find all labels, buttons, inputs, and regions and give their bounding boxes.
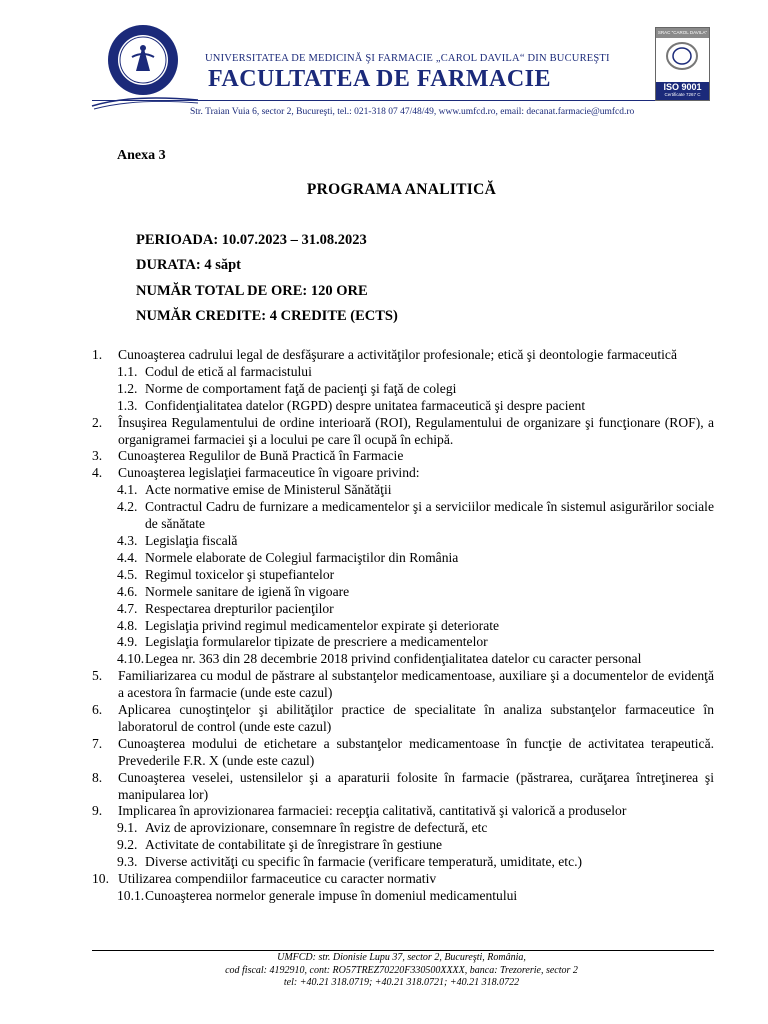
letterhead	[0, 0, 768, 130]
program-item-number: 10.	[92, 871, 109, 887]
program-item	[92, 465, 714, 482]
program-subitem-text: Normele sanitare de igienă în vigoare	[145, 583, 350, 599]
program-item-text: Utilizarea compendiilor farmaceutice cu caracter normativ	[118, 871, 437, 887]
program-item-text: Implicarea în aprovizionarea farmaciei: recepţia calitativă, cantitativă şi valorică a produselor	[118, 803, 627, 819]
program-item-number: 4.	[92, 465, 103, 481]
program-item	[92, 668, 714, 702]
program-subitem-text: Norme de comportament faţă de pacienţi şi faţă de colegi	[145, 380, 457, 396]
program-item-number: 9.	[92, 803, 103, 819]
program-item-text: Cunoaşterea cadrului legal de desfăşurare a activităţilor profesionale; etică şi deontologie farmaceutică	[118, 347, 677, 362]
footer-address: UMFCD: str. Dionisie Lupu 37, sector 2, Bucureşti, România,	[277, 952, 526, 963]
program-subitem-number: 9.1.	[117, 820, 138, 836]
program-subitem	[92, 888, 714, 905]
program-list	[92, 347, 714, 905]
footer-rule	[92, 950, 714, 951]
program-subitem-number: 4.1.	[117, 482, 138, 498]
program-subitem	[92, 381, 714, 398]
program-subitem-text: Legea nr. 363 din 28 decembrie 2018 privind confidenţialitatea datelor cu caracter personal	[145, 651, 642, 667]
program-subitem-text: Confidenţialitatea datelor (RGPD) despre unitatea farmaceutică şi despre pacient	[145, 397, 586, 413]
program-subitem-number: 1.3.	[117, 397, 138, 413]
program-item-number: 3.	[92, 448, 103, 464]
program-subitem	[92, 567, 714, 584]
program-subitem-number: 4.5.	[117, 566, 138, 582]
program-subitem-text: Legislaţia privind regimul medicamentelor expirate şi deteriorate	[145, 617, 500, 633]
program-subitem	[92, 837, 714, 854]
program-item	[92, 347, 714, 364]
program-item-text: Cunoaşterea legislaţiei farmaceutice în vigoare privind:	[118, 465, 420, 481]
program-item	[92, 803, 714, 820]
program-subitem	[92, 820, 714, 837]
program-subitem-number: 4.8.	[117, 617, 138, 633]
certind-logo-icon	[665, 41, 699, 71]
program-subitem	[92, 533, 714, 550]
footer-fiscal: cod fiscal: 4192910, cont: RO57TREZ70220F330500XXXX, banca: Trezorerie, sector 2	[225, 964, 578, 976]
program-item-number: 6.	[92, 702, 103, 718]
period: PERIOADA: 10.07.2023 – 31.08.2023	[136, 232, 367, 248]
annex-label: Anexa 3	[117, 148, 166, 163]
program-subitem	[92, 601, 714, 618]
program-item	[92, 448, 714, 465]
iso-badge-header: SRAC "CAROL DAVILA" BUCUREŞTI	[657, 30, 708, 45]
program-item	[92, 871, 714, 888]
university-seal-logo	[106, 23, 180, 97]
program-item-text: Cunoaşterea modului de etichetare a substanţelor medicamentoase în funcţie de activitatea terapeutică. Prevederile F.R. X (unde este cazul)	[118, 735, 714, 768]
program-subitem-text: Contractul Cadru de furnizare a medicamentelor şi a serviciilor medicale în sistemul asigurărilor sociale de sănătate	[145, 499, 714, 532]
program-subitem	[92, 482, 714, 499]
program-item-text: Însuşirea Regulamentului de ordine interioară (ROI), Regulamentului de organizare şi funcţionare (ROF), a organigramei farmaciei şi a locului pe care îl ocupă în echipă.	[118, 414, 714, 447]
program-subitem-text: Legislaţia formularelor tipizate de prescriere a medicamentelor	[145, 634, 488, 650]
program-subitem-number: 4.10.	[117, 651, 145, 667]
footer	[0, 952, 768, 990]
program-subitem	[92, 618, 714, 635]
program-item-text: Cunoaşterea Regulilor de Bună Practică în Farmacie	[118, 448, 404, 464]
program-item-text: Cunoaşterea veselei, ustensilelor şi a aparaturii folosite în farmacie (păstrarea, curăţarea întreţinerea şi manipularea lor)	[118, 769, 714, 802]
total-hours: NUMĂR TOTAL DE ORE: 120 ORE	[136, 283, 368, 299]
program-subitem-number: 1.1.	[117, 363, 138, 379]
footer-phone: tel: +40.21 318.0719; +40.21 318.0721; +40.21 318.0722	[283, 977, 520, 988]
credits: NUMĂR CREDITE: 4 CREDITE (ECTS)	[136, 308, 398, 324]
program-item	[92, 736, 714, 770]
university-name: UNIVERSITATEA DE MEDICINĂ ŞI FARMACIE „CAROL DAVILA“ DIN BUCUREŞTI	[205, 53, 610, 64]
program-item	[92, 770, 714, 804]
header-swoosh-decoration	[90, 88, 200, 110]
program-subitem-number: 4.7.	[117, 600, 138, 616]
program-subitem-text: Legislaţia fiscală	[145, 532, 238, 548]
program-subitem	[92, 584, 714, 601]
program-item-number: 8.	[92, 769, 103, 785]
program-item-number: 7.	[92, 735, 103, 751]
program-item-number: 5.	[92, 668, 103, 684]
program-subitem-text: Codul de etică al farmacistului	[145, 363, 312, 379]
program-subitem-text: Normele elaborate de Colegiul farmaciştilor din România	[145, 549, 459, 565]
program-subitem-number: 9.2.	[117, 837, 138, 853]
program-subitem-number: 10.1.	[117, 888, 145, 903]
program-subitem	[92, 364, 714, 381]
document-title: PROGRAMA ANALITICĂ	[306, 181, 497, 198]
program-subitem-text: Activitate de contabilitate şi de înregistrare în gestiune	[145, 837, 443, 853]
program-subitem-text: Aviz de aprovizionare, consemnare în registre de defectură, etc	[145, 820, 488, 836]
program-subitem-number: 4.3.	[117, 532, 138, 548]
program-subitem-text: Regimul toxicelor şi stupefiantelor	[145, 566, 335, 582]
program-subitem-text: Acte normative emise de Ministerul Sănătăţii	[145, 482, 392, 498]
iso-certificate-number: Certificate 7267 C	[664, 92, 701, 97]
program-item	[92, 415, 714, 449]
program-subitem	[92, 634, 714, 651]
program-subitem-number: 9.3.	[117, 854, 138, 870]
program-subitem	[92, 499, 714, 533]
program-subitem	[92, 398, 714, 415]
program-item-text: Aplicarea cunoştinţelor şi abilităţilor practice de specialitate în analiza substanţelor farmaceutice în laboratorul de control (unde este cazul)	[118, 702, 714, 734]
program-subitem-number: 4.9.	[117, 634, 138, 650]
program-subitem	[92, 651, 714, 668]
program-item-number: 2.	[92, 414, 103, 430]
duration: DURATA: 4 săpt	[136, 257, 241, 273]
faculty-name: FACULTATEA DE FARMACIE	[208, 66, 552, 92]
program-subitem-number: 4.6.	[117, 583, 138, 599]
faculty-address: Str. Traian Vuia 6, sector 2, Bucureşti, tel.: 021-318 07 47/48/49, www.umfcd.ro, email: decanat.farmacie@umfcd.ro	[190, 107, 635, 117]
program-subitem-text: Diverse activităţi cu specific în farmacie (verificare temperatură, umiditate, etc.)	[145, 854, 583, 870]
iso-standard-bar	[656, 82, 709, 100]
program-subitem-number: 4.4.	[117, 549, 138, 565]
program-subitem-number: 4.2.	[117, 499, 138, 515]
program-item-text: Familiarizarea cu modul de păstrare al substanţelor medicamentoase, auxiliare şi a documentelor de evidenţă a acestora în farmacie (unde este cazul)	[118, 668, 714, 701]
program-subitem-text: Cunoaşterea normelor generale impuse în domeniul medicamentului	[145, 888, 518, 903]
program-subitem	[92, 550, 714, 567]
program-subitem-text: Respectarea drepturilor pacienţilor	[145, 600, 334, 616]
iso-standard: ISO 9001	[663, 82, 702, 92]
header-rule	[92, 100, 692, 101]
program-item	[92, 702, 714, 736]
program-item-number: 1.	[92, 347, 103, 362]
program-subitem-number: 1.2.	[117, 380, 138, 396]
program-subitem	[92, 854, 714, 871]
iso-certification-badge	[655, 27, 710, 101]
